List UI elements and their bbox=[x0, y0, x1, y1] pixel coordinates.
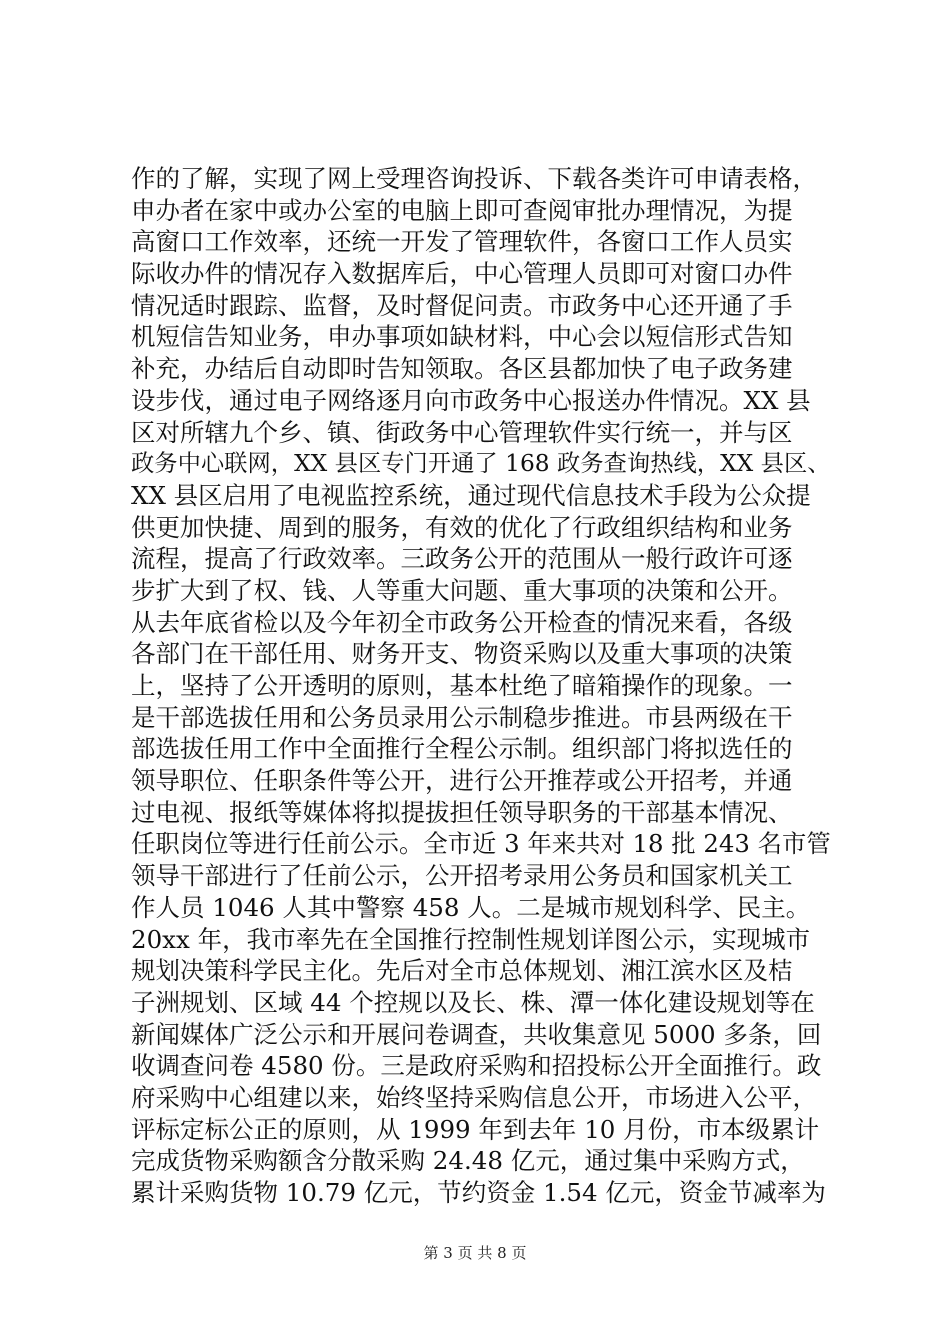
text-line: 步扩大到了权、钱、人等重大问题、重大事项的决策和公开。 bbox=[131, 575, 793, 605]
text-line: 流程，提高了行政效率。三政务公开的范围从一般行政许可逐 bbox=[131, 544, 793, 574]
text-line: 领导职位、任职条件等公开，进行公开推荐或公开招考，并通 bbox=[131, 766, 793, 796]
body-text bbox=[131, 163, 831, 1209]
text-line: 规划决策科学民主化。先后对全市总体规划、湘江滨水区及桔 bbox=[131, 956, 793, 986]
text-line: 机短信告知业务，申办事项如缺材料，中心会以短信形式告知 bbox=[131, 322, 793, 352]
text-line: 高窗口工作效率，还统一开发了管理软件，各窗口工作人员实 bbox=[131, 227, 793, 257]
text-line: XX 县区启用了电视监控系统，通过现代信息技术手段为公众提 bbox=[131, 480, 811, 510]
text-line: 收调查问卷 4580 份。三是政府采购和招投标公开全面推行。政 bbox=[131, 1051, 822, 1081]
text-line: 补充，办结后自动即时告知领取。各区县都加快了电子政务建 bbox=[131, 354, 793, 384]
text-line: 领导干部进行了任前公示，公开招考录用公务员和国家机关工 bbox=[131, 861, 793, 891]
text-line: 部选拔任用工作中全面推行全程公示制。组织部门将拟选任的 bbox=[131, 734, 793, 764]
text-line: 情况适时跟踪、监督，及时督促问责。市政务中心还开通了手 bbox=[131, 290, 793, 320]
text-line: 是干部选拔任用和公务员录用公示制稳步推进。市县两级在干 bbox=[131, 702, 793, 732]
text-line: 20xx 年，我市率先在全国推行控制性规划详图公示，实现城市 bbox=[131, 924, 811, 954]
text-line: 申办者在家中或办公室的电脑上即可查阅审批办理情况，为提 bbox=[131, 195, 793, 225]
text-line: 过电视、报纸等媒体将拟提拔担任领导职务的干部基本情况、 bbox=[131, 797, 793, 827]
text-line: 设步伐，通过电子网络逐月向市政务中心报送办件情况。XX 县 bbox=[131, 385, 811, 415]
text-line: 各部门在干部任用、财务开支、物资采购以及重大事项的决策 bbox=[131, 639, 793, 669]
page-footer: 第 3 页 共 8 页 bbox=[423, 1244, 527, 1262]
text-line: 评标定标公正的原则，从 1999 年到去年 10 月份，市本级累计 bbox=[131, 1114, 820, 1144]
text-line: 作的了解，实现了网上受理咨询投诉、下载各类许可申请表格， bbox=[131, 164, 817, 193]
text-line: 作人员 1046 人其中警察 458 人。二是城市规划科学、民主。 bbox=[131, 892, 811, 922]
text-line: 政务中心联网，XX 县区专门开通了 168 政务查询热线，XX 县区、 bbox=[131, 450, 831, 478]
text-line: 任职岗位等进行任前公示。全市近 3 年来共对 18 批 243 名市管 bbox=[131, 829, 831, 859]
text-line: 际收办件的情况存入数据库后，中心管理人员即可对窗口办件 bbox=[131, 259, 793, 289]
text-line: 区对所辖九个乡、镇、街政务中心管理软件实行统一，并与区 bbox=[131, 417, 793, 447]
text-line: 府采购中心组建以来，始终坚持采购信息公开，市场进入公平， bbox=[131, 1082, 817, 1112]
text-line: 从去年底省检以及今年初全市政务公开检查的情况来看，各级 bbox=[131, 607, 793, 637]
text-line: 新闻媒体广泛公示和开展问卷调查，共收集意见 5000 多条，回 bbox=[131, 1019, 822, 1049]
text-line: 上，坚持了公开透明的原则，基本杜绝了暗箱操作的现象。一 bbox=[131, 671, 793, 700]
text-line: 完成货物采购额含分散采购 24.48 亿元，通过集中采购方式， bbox=[131, 1146, 805, 1176]
text-line: 累计采购货物 10.79 亿元，节约资金 1.54 亿元，资金节减率为 bbox=[131, 1178, 826, 1207]
text-line: 供更加快捷、周到的服务，有效的优化了行政组织结构和业务 bbox=[131, 512, 793, 542]
text-line: 子洲规划、区域 44 个控规以及长、株、潭一体化建设规划等在 bbox=[131, 987, 815, 1017]
